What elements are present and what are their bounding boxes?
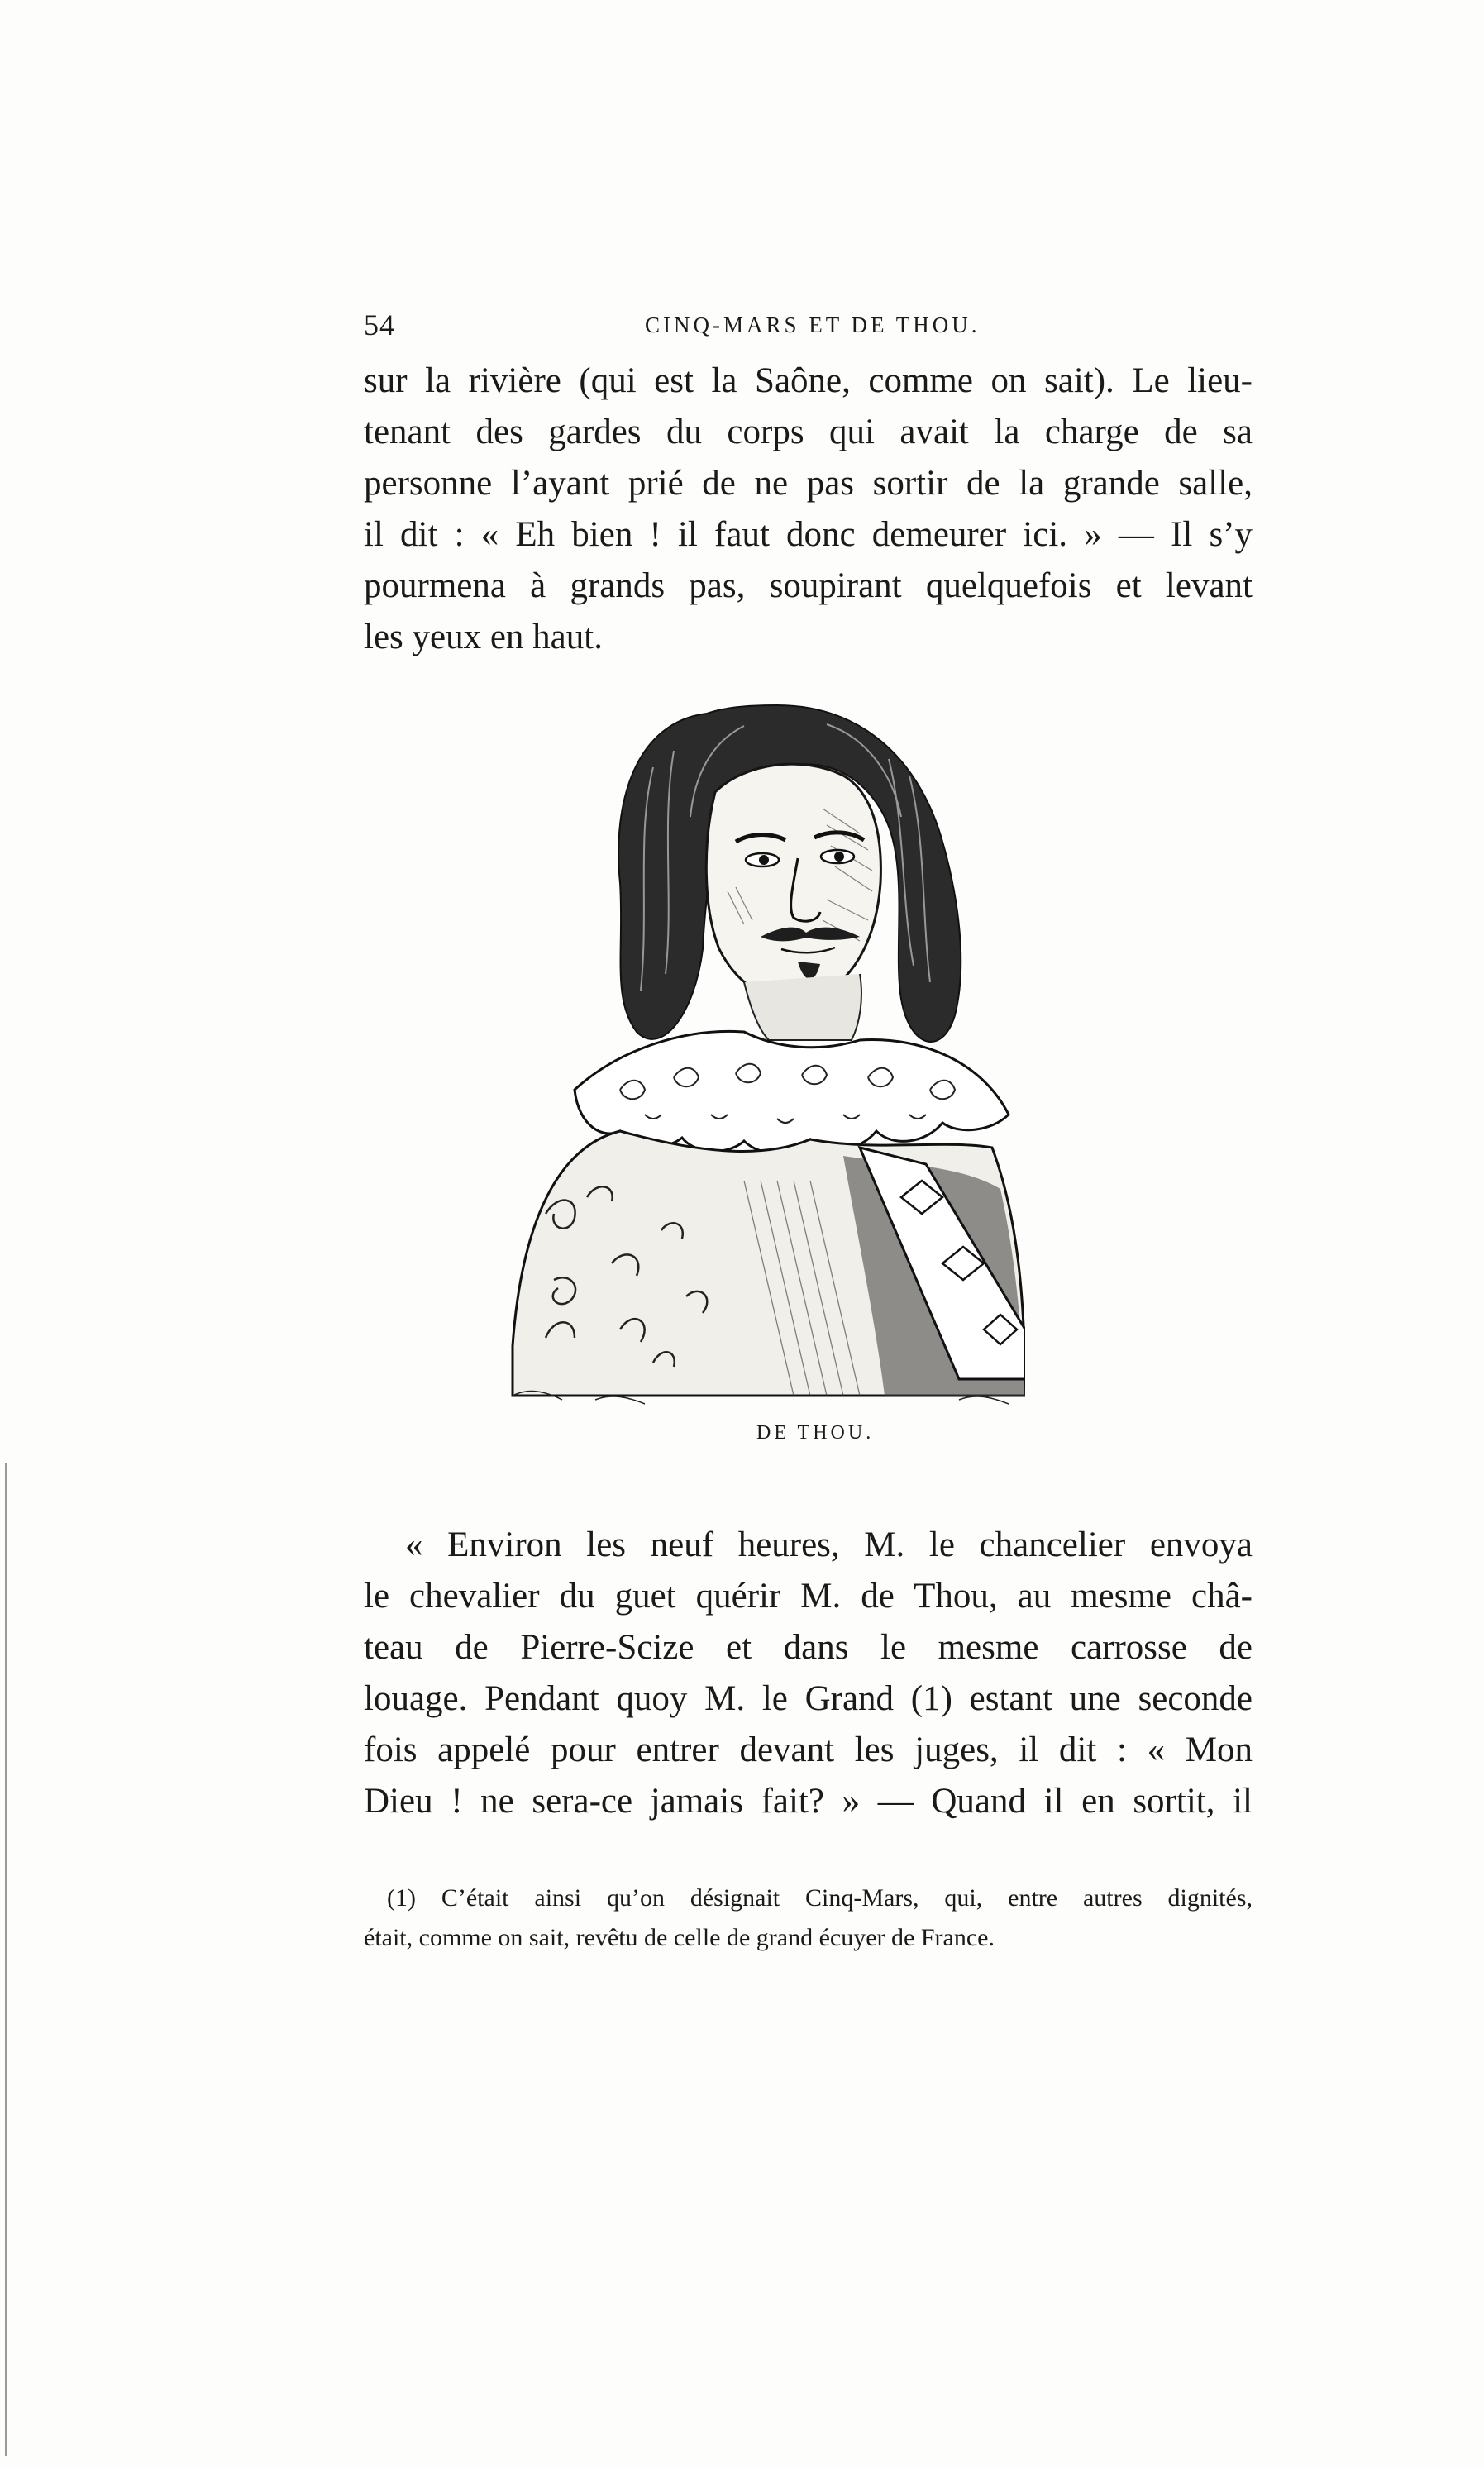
- running-head: [364, 308, 1273, 349]
- text-line: le chevalier du guet quérir M. de Thou, au mesme châ-: [364, 1577, 1253, 1616]
- footnote: [364, 1878, 1253, 1958]
- portrait-engraving: [496, 701, 1025, 1412]
- text-line: fois appelé pour entrer devant les juges, il dit : « Mon: [364, 1730, 1253, 1769]
- portrait-illustration: [496, 701, 1025, 1412]
- text-line: Dieu ! ne sera-ce jamais fait? » — Quand il en sortit, il: [364, 1782, 1253, 1821]
- paragraph-bottom: [364, 1520, 1253, 1827]
- paragraph-top: [364, 356, 1253, 663]
- text-line: il dit : « Eh bien ! il faut donc demeurer ici. » — Il s’y: [364, 515, 1253, 554]
- running-title: CINQ-MARS ET DE THOU.: [645, 313, 981, 337]
- text-line: personne l’ayant prié de ne pas sortir de la grande salle,: [364, 464, 1253, 503]
- text-line: « Environ les neuf heures, M. le chancelier envoya: [405, 1525, 1253, 1564]
- text-line: tenant des gardes du corps qui avait la charge de sa: [364, 413, 1253, 451]
- page-number: 54: [364, 308, 395, 341]
- scan-margin-line: [5, 1463, 7, 2456]
- text-line: teau de Pierre-Scize et dans le mesme carrosse de: [364, 1628, 1253, 1667]
- figure-caption: DE THOU.: [756, 1422, 875, 1444]
- footnote-line: (1) C’était ainsi qu’on désignait Cinq-Mars, qui, entre autres dignités,: [387, 1884, 1253, 1912]
- text-line: sur la rivière (qui est la Saône, comme on sait). Le lieu-: [364, 361, 1253, 400]
- text-line: pourmena à grands pas, soupirant quelquefois et levant: [364, 566, 1253, 605]
- text-line: les yeux en haut.: [364, 618, 603, 656]
- footnote-line: était, comme on sait, revêtu de celle de grand écuyer de France.: [364, 1924, 995, 1951]
- text-line: louage. Pendant quoy M. le Grand (1) estant une seconde: [364, 1679, 1253, 1718]
